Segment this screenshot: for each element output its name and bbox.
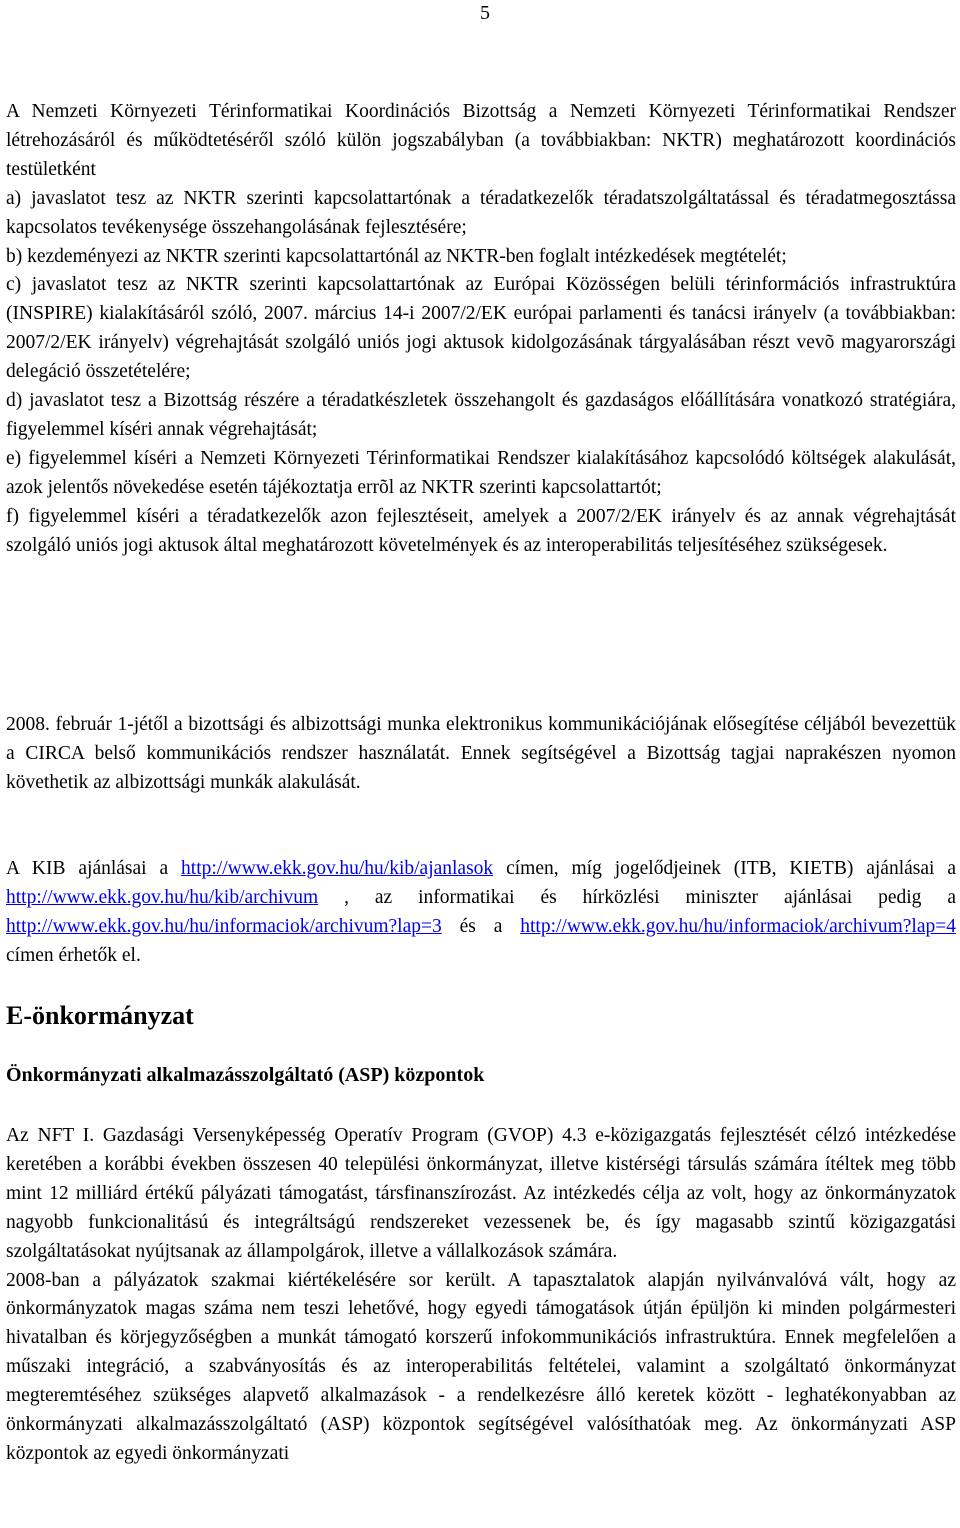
archive-page-3-link[interactable]: http://www.ekk.gov.hu/hu/informaciok/archivum?lap=3 <box>6 915 442 937</box>
section-title: E-önkormányzat <box>6 1001 194 1030</box>
intro-lead: A Nemzeti Környezeti Térinformatikai Koordinációs Bizottság a Nemzeti Környezeti Térinformatikai Rendszer létrehozásáról és működtetéséről szóló külön jogszabályban (a továbbiakban: NKTR) meghatározott koordinációs testületként <box>6 101 956 180</box>
links-text-2: címen, míg jogelődjeinek (ITB, KIETB) ajánlásai a <box>493 858 956 879</box>
list-item-b: b) kezdeményezi az NKTR szerinti kapcsolattartónál az NKTR-ben foglalt intézkedések megtételét; <box>6 245 787 267</box>
page-number: 5 <box>480 2 490 24</box>
kib-recommendations-link[interactable]: http://www.ekk.gov.hu/hu/kib/ajanlasok <box>181 858 494 879</box>
list-item-c: c) javaslatot tesz az NKTR szerinti kapcsolattartónak az Európai Közösségen belüli térinformációs infrastruktúra (INSPIRE) kialakításáról szóló, 2007. március 14-i 2007/2/EK európai parlamenti és tanácsi irányelv (a továbbiakban: 2007/2/EK irányelv) végrehajtását szolgáló uniós jogi aktusok kidolgozásának tárgyalásában részt vevõ magyarországi delegáció összetételére; <box>6 274 956 383</box>
section-subtitle: Önkormányzati alkalmazásszolgáltató (ASP) központok <box>6 1064 485 1086</box>
list-item-f: f) figyelemmel kíséri a téradatkezelők azon fejlesztéseit, amelyek a 2007/2/EK irányelv és az annak végrehajtását szolgáló uniós jogi aktusok által meghatározott követelmények és az interoperabilitás teljesítéséhez szükségesek. <box>6 505 956 556</box>
links-paragraph <box>6 855 956 971</box>
links-text-1: A KIB ajánlásai a <box>6 858 182 879</box>
list-item-e: e) figyelemmel kíséri a Nemzeti Környezeti Térinformatikai Rendszer kialakításához kapcsolódó költségek alakulását, azok jelentős növekedése esetén tájékoztatja errõl az NKTR szerinti kapcsolattartót; <box>6 447 956 498</box>
circa-paragraph: 2008. február 1-jétől a bizottsági és albizottsági munka elektronikus kommunikációjának elősegítése céljából bevezettük a CIRCA belső kommunikációs rendszer használatát. Ennek segítségével a Bizottság tagjai naprakészen nyomon követhetik az albizottsági munkák alakulását. <box>6 714 956 793</box>
section-paragraph-1: Az NFT I. Gazdasági Versenyképesség Operatív Program (GVOP) 4.3 e-közigazgatás fejlesztését célzó intézkedése keretében a korábbi években összesen 40 települési önkormányzat, illetve kistérségi társulás számára ítéltek meg több mint 12 milliárd értékű pályázati támogatást, társfinanszírozást. Az intézkedés célja az volt, hogy az önkormányzatok nagyobb funkcionalitású és integráltságú rendszereket vezessenek be, és így magasabb szintű közigazgatási szolgáltatásokat nyújtsanak az állampolgárok, illetve a vállalkozások számára. <box>6 1125 956 1262</box>
intro-block <box>6 98 956 561</box>
list-item-a: a) javaslatot tesz az NKTR szerinti kapcsolattartónak a téradatkezelők téradatszolgáltatással és téradatmegosztássa kapcsolatos tevékenysége összehangolásának fejlesztésére; <box>6 187 956 238</box>
links-text-3: , az informatikai és hírközlési miniszter ajánlásai pedig a <box>318 886 956 908</box>
kib-archive-link[interactable]: http://www.ekk.gov.hu/hu/kib/archivum <box>6 886 319 908</box>
links-text-4: és a <box>441 915 521 937</box>
links-paragraph-block <box>6 855 956 971</box>
section-body <box>6 1122 956 1469</box>
circa-paragraph-block <box>6 711 956 798</box>
archive-page-4-link[interactable]: http://www.ekk.gov.hu/hu/informaciok/archivum?lap=4 <box>520 915 956 937</box>
section-paragraph-2: 2008-ban a pályázatok szakmai kiértékelésére sor került. A tapasztalatok alapján nyilvánvalóvá vált, hogy az önkormányzatok magas száma nem teszi lehetővé, hogy egyedi támogatások útján épüljön ki minden polgármesteri hivatalban és körjegyzőségben a munkát támogató korszerű infokommunikációs infrastruktúra. Ennek megfelelően a műszaki integráció, a szabványosítás és az interoperabilitás feltételei, valamint a szolgáltató önkormányzat megteremtéséhez szükséges alapvető alkalmazások - a rendelkezésre álló keretek között - leghatékonyabban az önkormányzati alkalmazásszolgáltató (ASP) központok segítségével valósíthatóak meg. Az önkormányzati ASP központok az egyedi önkormányzati <box>6 1269 956 1464</box>
links-text-5: címen érhetők el. <box>6 944 141 966</box>
list-item-d: d) javaslatot tesz a Bizottság részére a téradatkészletek összehangolt és gazdaságos előállítására vonatkozó stratégiára, figyelemmel kíséri annak végrehajtását; <box>6 390 956 440</box>
